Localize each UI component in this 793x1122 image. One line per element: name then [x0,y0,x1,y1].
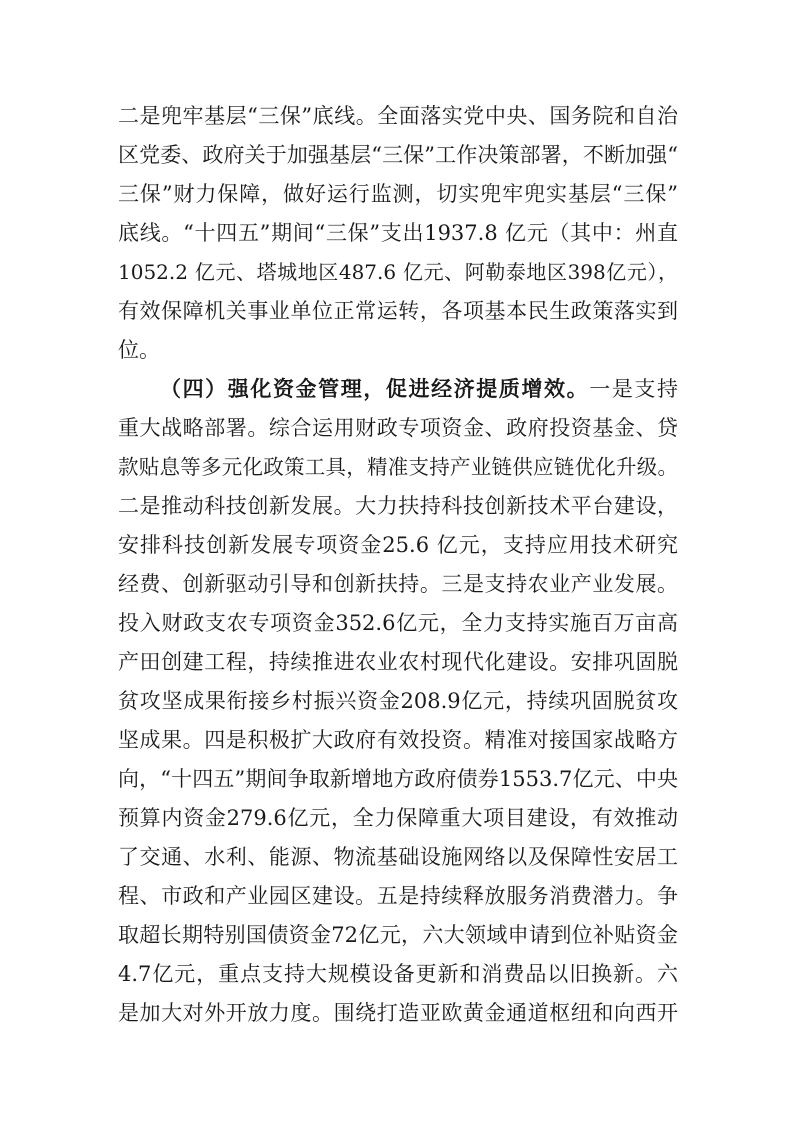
paragraph-line: 了交通、水利、能源、物流基础设施网络以及保障性安居工 [118,845,678,869]
heading-continuation: 一是支持 [589,377,679,401]
paragraph-line: 1052.2 亿元、塔城地区487.6 亿元、阿勒泰地区398亿元）， [118,260,678,284]
paragraph-line: 重大战略部署。综合运用财政专项资金、政府投资基金、贷 [118,416,678,440]
paragraph-line: 坚成果。四是积极扩大政府有效投资。精准对接国家战略方 [118,728,678,752]
paragraph-line: 位。 [118,338,160,362]
paragraph-line: 贫攻坚成果衔接乡村振兴资金208.9亿元，持续巩固脱贫攻 [118,689,678,713]
paragraph-first-line [160,372,678,406]
paragraph-line: 底线。“十四五”期间“三保”支出1937.8 亿元（其中：州直 [118,221,678,245]
paragraph-line: 程、市政和产业园区建设。五是持续释放服务消费潜力。争 [118,884,678,908]
paragraph-line: 经费、创新驱动引导和创新扶持。三是支持农业产业发展。 [118,572,678,596]
paragraph-line: 预算内资金279.6亿元，全力保障重大项目建设，有效推动 [118,806,678,830]
paragraph-line: 是加大对外开放力度。围绕打造亚欧黄金通道枢纽和向西开 [118,1001,678,1025]
section-heading: （四）强化资金管理，促进经济提质增效。 [160,376,590,401]
paragraph-line: 安排科技创新发展专项资金25.6 亿元，支持应用技术研究 [118,533,678,557]
paragraph-line: 向，“十四五”期间争取新增地方政府债券1553.7亿元、中央 [118,767,678,791]
paragraph-line: 产田创建工程，持续推进农业农村现代化建设。安排巩固脱 [118,650,678,674]
paragraph-line: 取超长期特别国债资金72亿元，六大领域申请到位补贴资金 [118,923,678,947]
paragraph-line: 区党委、政府关于加强基层“三保”工作决策部署，不断加强“ [118,143,678,167]
paragraph-line: 有效保障机关事业单位正常运转，各项基本民生政策落实到 [118,299,678,323]
paragraph-line: 二是兜牢基层“三保”底线。全面落实党中央、国务院和自治 [118,104,678,128]
paragraph-line: 二是推动科技创新发展。大力扶持科技创新技术平台建设， [118,494,678,518]
paragraph-line: 投入财政支农专项资金352.6亿元，全力支持实施百万亩高 [118,611,678,635]
paragraph-line: 三保”财力保障，做好运行监测，切实兜牢兜实基层“三保” [118,182,678,206]
paragraph-line: 4.7亿元，重点支持大规模设备更新和消费品以旧换新。六 [118,962,678,986]
paragraph-line: 款贴息等多元化政策工具，精准支持产业链供应链优化升级。 [118,455,678,479]
